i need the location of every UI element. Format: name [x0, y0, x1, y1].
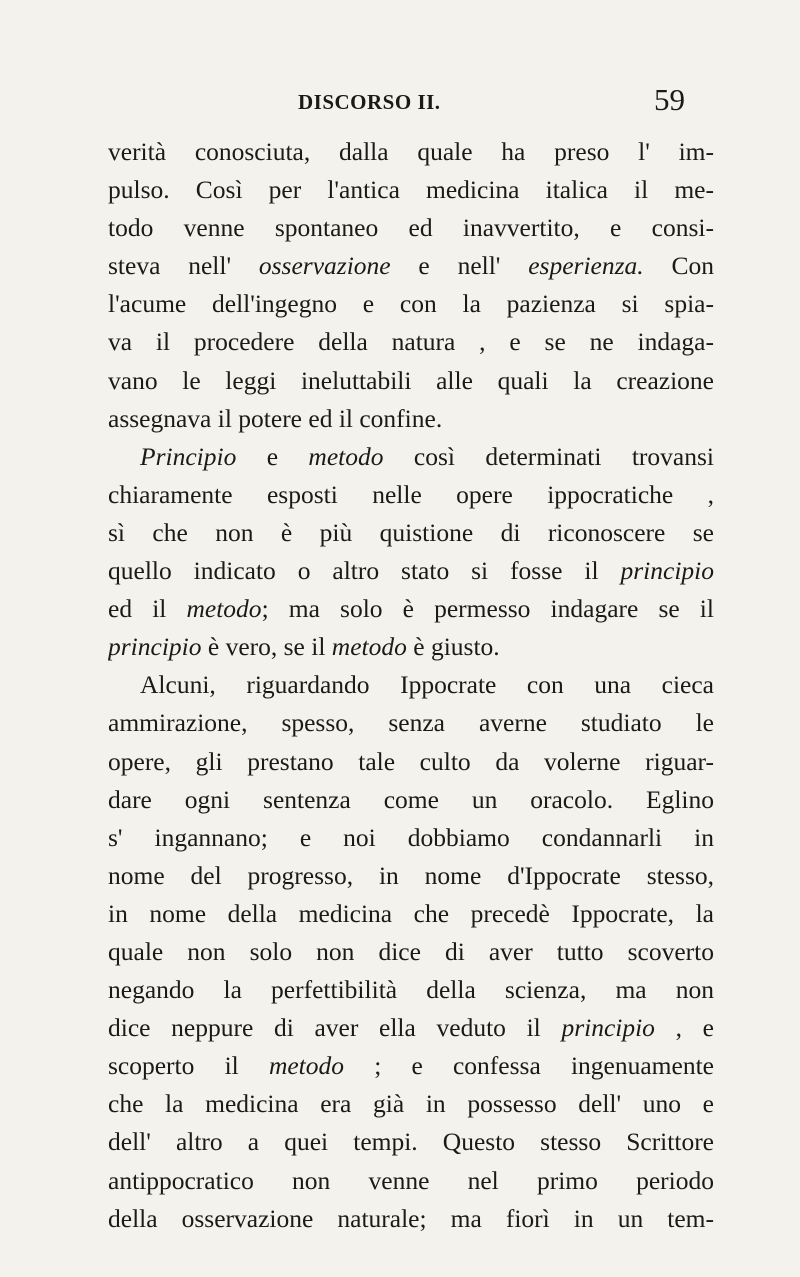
text-line — [108, 781, 714, 819]
text-line — [108, 323, 714, 361]
text-line — [108, 628, 714, 666]
text-segment: così determinati trovansi — [383, 441, 714, 471]
text-segment: va il procedere della natura , e se ne indaga- — [108, 327, 714, 357]
italic-text: Principio — [140, 441, 237, 471]
italic-text: esperienza. — [528, 251, 644, 281]
text-segment: sì che non è più quistione di riconoscere se — [108, 517, 714, 547]
text-segment: della osservazione naturale; ma fiorì in un tem- — [108, 1203, 714, 1233]
text-line — [108, 971, 714, 1009]
text-segment: ed il — [108, 594, 187, 624]
text-segment: che la medicina era già in possesso dell' uno e — [108, 1089, 714, 1119]
running-title: DISCORSO II. — [298, 90, 441, 114]
text-segment: e nell' — [390, 251, 529, 281]
text-line — [108, 400, 714, 438]
text-line — [108, 285, 714, 323]
text-line — [108, 666, 714, 704]
text-line — [108, 1200, 714, 1238]
italic-text: metodo — [268, 1051, 345, 1081]
text-segment: , e — [654, 1013, 714, 1043]
text-line — [108, 438, 714, 476]
text-line — [108, 247, 714, 285]
text-segment: antippocratico non venne nel primo periodo — [108, 1165, 714, 1195]
text-segment: dell' altro a quei tempi. Questo stesso Scrittore — [108, 1127, 714, 1157]
text-line — [108, 1009, 714, 1047]
text-segment: chiaramente esposti nelle opere ippocratiche , — [108, 479, 714, 509]
italic-text: metodo — [186, 594, 262, 624]
text-segment: vano le leggi ineluttabili alle quali la creazione — [108, 365, 714, 395]
text-line — [108, 552, 714, 590]
text-segment: s' ingannano; e noi dobbiamo condannarli in — [108, 822, 714, 852]
text-segment: l'acume dell'ingegno e con la pazienza si spia- — [108, 289, 714, 319]
text-segment: ; e confessa ingenuamente — [344, 1051, 714, 1081]
text-line — [108, 1162, 714, 1200]
text-segment: dare ogni sentenza come un oracolo. Eglino — [108, 784, 714, 814]
text-segment: pulso. Così per l'antica medicina italica il me- — [108, 175, 714, 205]
text-line — [108, 133, 714, 171]
italic-text: metodo — [331, 632, 407, 662]
page-number: 59 — [654, 82, 685, 117]
text-segment: nome del progresso, in nome d'Ippocrate stesso, — [108, 860, 714, 890]
text-line — [108, 1047, 714, 1085]
text-line — [108, 933, 714, 971]
text-line — [108, 895, 714, 933]
text-segment: ; ma solo è permesso indagare se il — [261, 594, 714, 624]
text-line — [108, 857, 714, 895]
text-line — [108, 704, 714, 742]
text-segment: e — [236, 441, 309, 471]
text-segment: in nome della medicina che precedè Ippocrate, la — [108, 898, 714, 928]
text-segment: è vero, se il — [201, 632, 332, 662]
text-line — [108, 362, 714, 400]
text-segment: Alcuni, riguardando Ippocrate con una cieca — [140, 670, 714, 700]
text-line — [108, 819, 714, 857]
text-line — [108, 514, 714, 552]
text-segment: negando la perfettibilità della scienza, ma non — [108, 975, 714, 1005]
text-segment: ammirazione, spesso, senza averne studiato le — [108, 708, 714, 738]
text-segment: steva nell' — [108, 251, 259, 281]
italic-text: principio — [620, 556, 714, 586]
text-line — [108, 743, 714, 781]
text-line — [108, 590, 714, 628]
text-segment: todo venne spontaneo ed inavvertito, e consi- — [108, 213, 714, 243]
text-segment: scoperto il — [108, 1051, 269, 1081]
text-segment: quale non solo non dice di aver tutto scoverto — [108, 936, 714, 966]
text-segment: quello indicato o altro stato si fosse il — [108, 556, 621, 586]
text-segment: assegnava il potere ed il confine. — [108, 403, 443, 433]
text-line — [108, 1123, 714, 1161]
text-segment: verità conosciuta, dalla quale ha preso l' im- — [108, 137, 714, 166]
text-segment: opere, gli prestano tale culto da volerne riguar- — [108, 746, 714, 776]
text-segment: Con — [643, 251, 714, 281]
text-line — [108, 1085, 714, 1123]
italic-text: metodo — [308, 441, 384, 471]
italic-text: principio — [561, 1013, 655, 1043]
text-segment: è giusto. — [406, 632, 500, 662]
italic-text: osservazione — [258, 251, 391, 281]
page-header — [0, 82, 800, 126]
text-line — [108, 209, 714, 247]
text-line — [108, 171, 714, 209]
text-line — [108, 476, 714, 514]
text-segment: dice neppure di aver ella veduto il — [108, 1013, 562, 1043]
italic-text: principio — [108, 632, 202, 662]
body-text — [108, 133, 714, 1238]
